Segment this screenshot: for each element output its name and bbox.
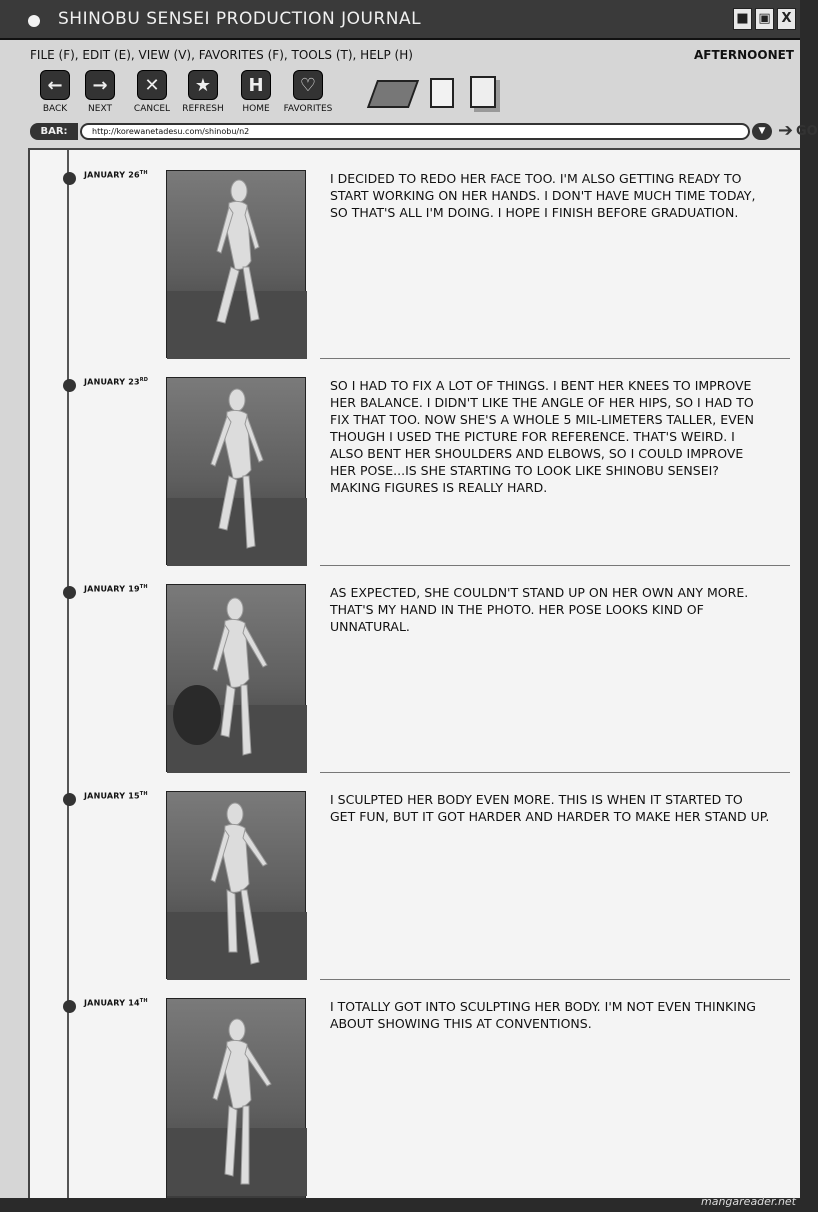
bullet-icon <box>63 172 76 185</box>
window-title: SHINOBU SENSEI PRODUCTION JOURNAL <box>58 9 422 29</box>
address-bar <box>30 120 818 142</box>
date-suffix: TH <box>139 791 148 797</box>
date-suffix: TH <box>139 998 148 1004</box>
maximize-button[interactable]: ▣ <box>755 8 774 30</box>
favorites-heart-icon: ♡ <box>293 70 323 100</box>
url-dropdown-icon[interactable]: ▼ <box>752 123 772 140</box>
next-button[interactable] <box>75 70 125 120</box>
home-button[interactable] <box>231 70 281 120</box>
back-arrow-icon: ← <box>40 70 70 100</box>
bottom-strip <box>0 1198 800 1212</box>
entry-date <box>84 998 148 1008</box>
date-text: JANUARY 23 <box>84 377 140 387</box>
menu-bar <box>0 44 800 68</box>
next-arrow-icon: → <box>85 70 115 100</box>
refresh-star-icon: ★ <box>188 70 218 100</box>
copy-pages-icon[interactable] <box>470 76 496 108</box>
close-button[interactable]: X <box>777 8 796 30</box>
home-label: HOME <box>242 104 270 114</box>
journal-entry <box>30 771 802 971</box>
entry-text: I SCULPTED HER BODY EVEN MORE. THIS IS WHEN IT STARTED TO GET FUN, BUT IT GOT HARDER AND HARDER TO MAKE HER STAND UP. <box>330 792 770 824</box>
entry-text: I DECIDED TO REDO HER FACE TOO. I'M ALSO GETTING READY TO START WORKING ON HER HANDS. I DON'T HAVE MUCH TIME TODAY, SO THAT'S ALL I'M DOING. I HOPE I FINISH BEFORE GRADUATION. <box>330 171 756 220</box>
refresh-label: REFRESH <box>182 104 224 114</box>
figure-image-icon <box>167 999 307 1205</box>
date-text: JANUARY 19 <box>84 584 140 594</box>
figure-image-icon <box>167 171 307 359</box>
journal-entry <box>30 978 802 1178</box>
watermark: mangareader.net <box>701 1195 796 1208</box>
go-button[interactable]: GO <box>796 124 818 139</box>
favorites-label: FAVORITES <box>283 104 333 114</box>
next-label: NEXT <box>88 104 112 114</box>
page-icon[interactable] <box>430 78 454 108</box>
printer-icon[interactable] <box>367 80 419 108</box>
entry-text: I TOTALLY GOT INTO SCULPTING HER BODY. I'M NOT EVEN THINKING ABOUT SHOWING THIS AT CONVENTIONS. <box>330 999 756 1031</box>
refresh-button[interactable] <box>178 70 228 120</box>
figure-photo <box>166 170 306 358</box>
journal-entry <box>30 150 802 350</box>
favorites-button[interactable] <box>283 70 333 120</box>
menu-items[interactable]: FILE (F), EDIT (E), VIEW (V), FAVORITES (F), TOOLS (T), HELP (H) <box>30 48 413 62</box>
date-text: JANUARY 15 <box>84 791 140 801</box>
date-suffix: TH <box>139 584 148 590</box>
figure-image-icon <box>167 792 307 980</box>
cancel-x-icon: ✕ <box>137 70 167 100</box>
go-arrow-icon[interactable]: ➔ <box>778 120 794 141</box>
figure-photo <box>166 377 306 565</box>
entry-text: SO I HAD TO FIX A LOT OF THINGS. I BENT HER KNEES TO IMPROVE HER BALANCE. I DIDN'T LIKE THE ANGLE OF HER HIPS, SO I HAD TO FIX THAT TOO. NOW SHE'S A WHOLE 5 MIL-LIMETERS TALLER, EVEN THOUGH I USED THE PICTURE FOR REFERENCE. THAT'S WEIRD. I ALSO BENT HER SHOULDERS AND ELBOWS, SO I COULD IMPROVE HER POSE...IS SHE STARTING TO LOOK LIKE SHINOBU SENSEI? MAKING FIGURES IS REALLY HARD. <box>330 378 754 495</box>
entry-text: AS EXPECTED, SHE COULDN'T STAND UP ON HER OWN ANY MORE. THAT'S MY HAND IN THE PHOTO. HER POSE LOOKS KIND OF UNNATURAL. <box>330 585 749 634</box>
entry-date <box>84 791 148 801</box>
window-dot-icon <box>28 15 40 27</box>
home-h-icon: H <box>241 70 271 100</box>
figure-photo <box>166 791 306 979</box>
page-content <box>28 148 800 1200</box>
figure-photo <box>166 998 306 1204</box>
figure-image-icon <box>167 585 307 773</box>
brand-label: AFTERNOONET <box>694 48 794 62</box>
cancel-label: CANCEL <box>133 104 171 114</box>
address-bar-label: BAR: <box>30 123 78 140</box>
figure-image-icon <box>167 378 307 566</box>
entry-date <box>84 170 148 180</box>
extra-toolbar-icons <box>372 72 512 116</box>
cancel-button[interactable] <box>127 70 177 120</box>
journal-entry <box>30 357 802 557</box>
bullet-icon <box>63 586 76 599</box>
date-text: JANUARY 26 <box>84 170 140 180</box>
journal-entry <box>30 564 802 764</box>
bullet-icon <box>63 379 76 392</box>
entry-date <box>84 377 148 387</box>
minimize-button[interactable]: ■ <box>733 8 752 30</box>
back-label: BACK <box>42 104 68 114</box>
entry-date <box>84 584 148 594</box>
title-bar <box>0 0 800 40</box>
window-controls <box>733 8 796 30</box>
figure-photo <box>166 584 306 772</box>
date-suffix: TH <box>139 170 148 176</box>
bullet-icon <box>63 1000 76 1013</box>
date-suffix: RD <box>139 377 149 383</box>
url-input[interactable]: http://korewanetadesu.com/shinobu/n2 <box>80 123 750 140</box>
bullet-icon <box>63 793 76 806</box>
date-text: JANUARY 14 <box>84 998 140 1008</box>
back-button[interactable] <box>30 70 80 120</box>
